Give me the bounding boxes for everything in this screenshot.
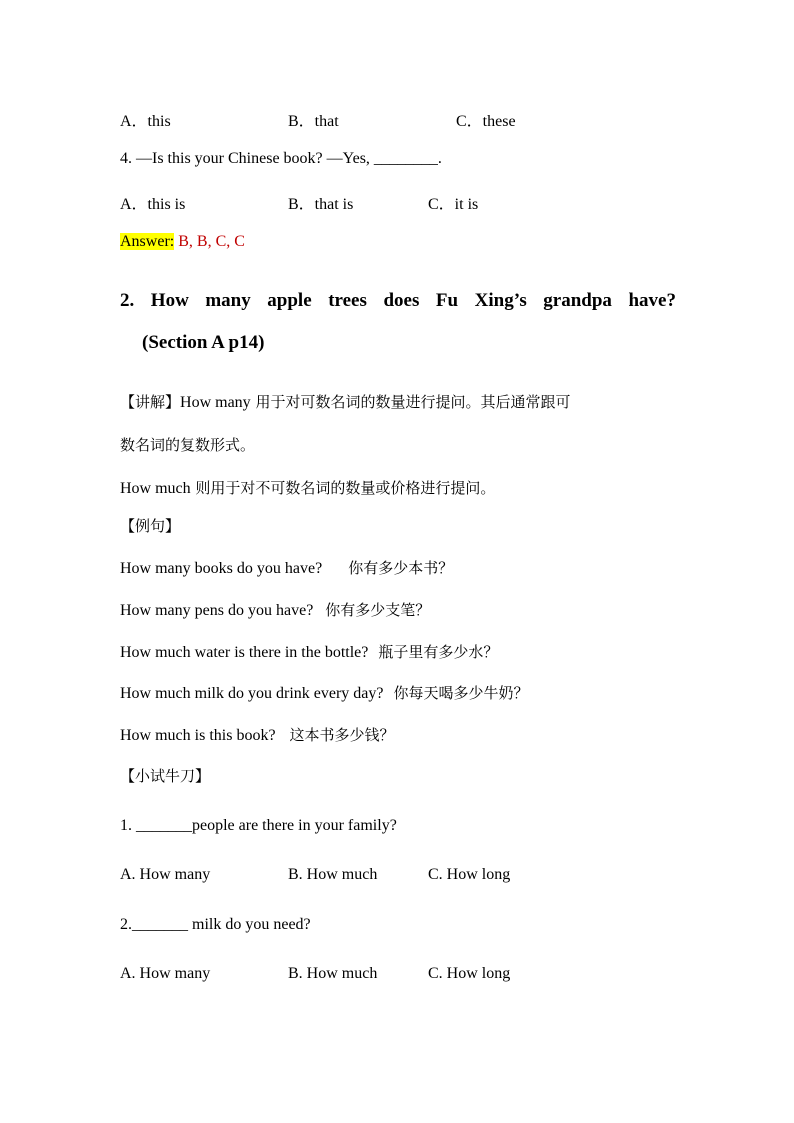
practice-q2-option-a: A. How many xyxy=(120,965,211,982)
example-item xyxy=(120,642,498,663)
explanation-text-2: 数名词的复数形式。 xyxy=(120,436,256,454)
title-word: have? xyxy=(628,290,676,311)
q4-option-a: A．this is xyxy=(120,196,186,213)
example-en: How much milk do you drink every day? xyxy=(120,685,384,702)
section-2-heading xyxy=(120,280,676,364)
title-word: apple xyxy=(267,290,312,311)
practice-q1-option-c: C. How long xyxy=(428,866,511,883)
explanation-line-3 xyxy=(120,467,680,510)
explanation-line-2 xyxy=(120,424,680,467)
example-item xyxy=(120,683,529,704)
section-2-number: 2. xyxy=(120,290,135,311)
answer-value: B, B, C, C xyxy=(174,233,245,250)
section-2-title-line-2: (Section A p14) xyxy=(142,332,265,353)
practice-question-2: 2._______ milk do you need? xyxy=(120,916,311,933)
practice-q2-option-b: B. How much xyxy=(288,965,378,982)
example-cn: 你有多少本书？ xyxy=(348,559,454,577)
example-cn: 你每天喝多少牛奶？ xyxy=(393,684,529,702)
example-en: How many pens do you have? xyxy=(120,602,314,619)
title-word: How xyxy=(150,290,189,311)
q4-question: 4. —Is this your Chinese book? —Yes, ________. xyxy=(120,150,442,167)
explanation-block xyxy=(120,381,680,510)
explanation-text-3: 则用于对不可数名词的数量或价格进行提问。 xyxy=(190,479,496,497)
practice-tag: 【小试牛刀】 xyxy=(120,767,211,785)
title-word: does xyxy=(383,290,420,311)
example-item xyxy=(120,558,453,579)
explanation-tag: 【讲解】 xyxy=(120,393,181,411)
example-cn: 你有多少支笔？ xyxy=(325,601,431,619)
example-item xyxy=(120,600,430,621)
q3-option-a: A．this xyxy=(120,113,171,130)
practice-q2-option-c: C. How long xyxy=(428,965,511,982)
title-word: Xing’s xyxy=(474,290,527,311)
q4-option-c: C．it is xyxy=(428,196,479,213)
practice-q1-option-b: B. How much xyxy=(288,866,378,883)
q4-option-b: B．that is xyxy=(288,196,354,213)
q3-option-c: C．these xyxy=(456,113,516,130)
answer-line xyxy=(120,232,245,252)
title-word: grandpa xyxy=(543,290,612,311)
example-en: How much water is there in the bottle? xyxy=(120,644,369,661)
examples-tag: 【例句】 xyxy=(120,517,181,535)
explanation-text-1: 用于对可数名词的数量进行提问。其后通常跟可 xyxy=(250,393,571,411)
explanation-line-1 xyxy=(120,381,680,424)
title-word: trees xyxy=(328,290,367,311)
example-en: How many books do you have? xyxy=(120,560,323,577)
explanation-term-how-much: How much xyxy=(120,480,191,497)
section-2-title-line-1 xyxy=(120,280,676,322)
answer-label: Answer: xyxy=(120,233,175,250)
title-word: Fu xyxy=(435,290,459,311)
practice-q1-option-a: A. How many xyxy=(120,866,211,883)
example-item xyxy=(120,725,395,746)
explanation-term-how-many: How many xyxy=(180,394,251,411)
practice-question-1: 1. _______people are there in your family? xyxy=(120,817,397,834)
example-en: How much is this book? xyxy=(120,727,276,744)
q3-option-b: B．that xyxy=(288,113,339,130)
title-word: many xyxy=(205,290,251,311)
example-cn: 瓶子里有多少水？ xyxy=(378,643,499,661)
example-cn: 这本书多少钱？ xyxy=(289,726,395,744)
